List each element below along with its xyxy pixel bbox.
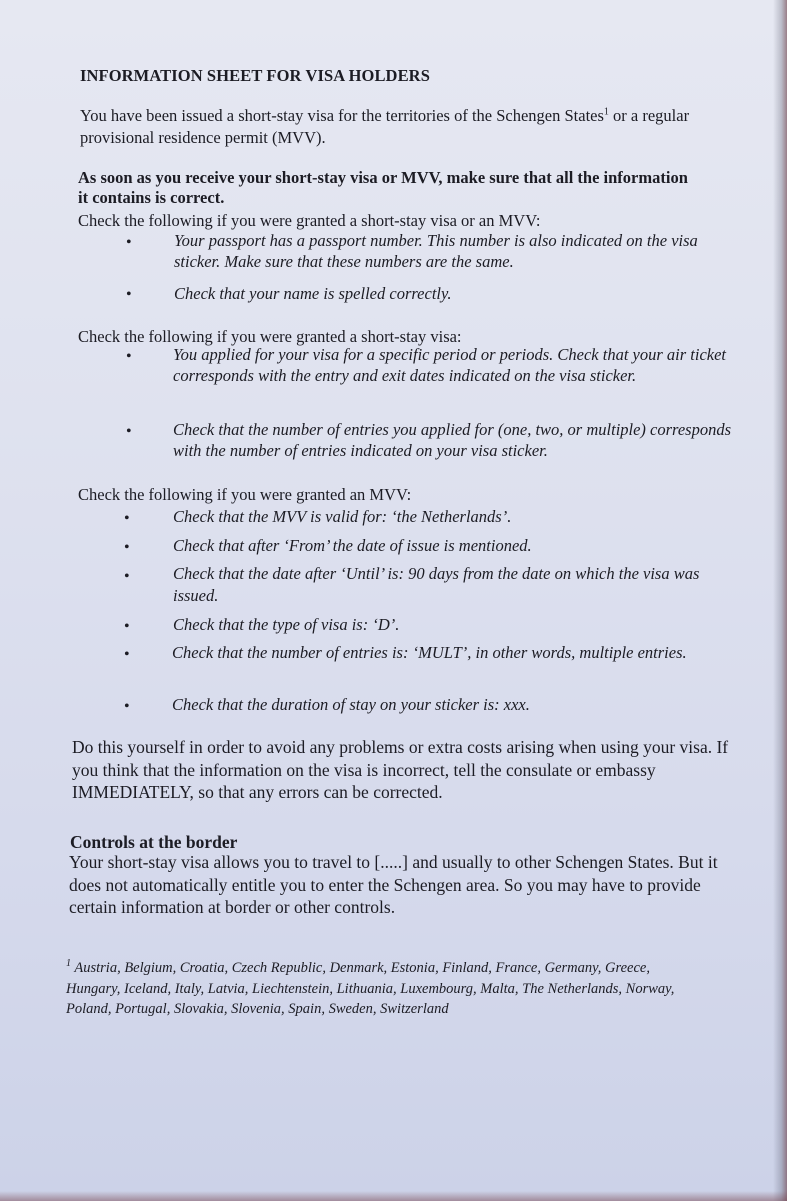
section-visa-heading: Check the following if you were granted a short-stay visa: [78,327,462,346]
advice-emphasis: IMMEDIATELY [72,782,190,802]
bullet-marker: • [126,348,132,365]
advice-text-after: , so that any errors can be corrected. [189,782,443,802]
list-item: Your passport has a passport number. This number is also indicated on the visa sticker. Make sure that these numbers are the same. [174,231,698,271]
paper-bottom-shadow [0,1191,787,1201]
footnote-mark: 1 [66,958,71,970]
bullet-marker: • [126,286,132,303]
bullet-marker: • [124,646,130,663]
advice-paragraph [72,736,732,804]
bullet-marker: • [124,698,130,715]
list-item: Check that the number of entries is: ‘MULT’, in other words, multiple entries. [172,643,687,662]
bullet-marker: • [124,510,130,527]
bullet-marker: • [124,539,130,556]
intro-paragraph [80,105,720,149]
list-item: Check that the number of entries you applied for (one, two, or multiple) corresponds with the number of entries indicated on your visa sticker. [173,420,732,460]
page-title: INFORMATION SHEET FOR VISA HOLDERS [80,66,430,85]
border-heading: Controls at the border [70,832,238,852]
list-item: You applied for your visa for a specific period or periods. Check that your air ticket corresponds with the entry and exit dates indicated on the visa sticker. [173,345,726,385]
list-item: Check that the type of visa is: ‘D’. [173,615,400,634]
bullet-marker: • [124,568,130,585]
list-item: Check that the date after ‘Until’ is: 90 days from the date on which the visa was issued. [173,564,700,605]
list-item: Check that your name is spelled correctly. [174,284,452,303]
section-both-heading: Check the following if you were granted a short-stay visa or an MVV: [78,211,541,230]
warning-paragraph: As soon as you receive your short-stay visa or MVV, make sure that all the information it contains is correct. [78,168,688,207]
bullet-marker: • [126,423,132,440]
footnote-text: Austria, Belgium, Croatia, Czech Republic, Denmark, Estonia, Finland, France, Germany, Greece, Hungary, Iceland, Italy, Latvia, Liechtenstein, Lithuania, Luxembourg, Malta, The Netherlands, Norway, Poland, Portugal, Slovakia, Slovenia, Spain, Sweden, Switzerland [66,960,675,1017]
section-mvv-heading: Check the following if you were granted an MVV: [78,485,412,504]
paper-edge-shadow [773,0,787,1201]
bullet-marker: • [126,234,132,251]
intro-footnote-mark: 1 [603,106,609,118]
intro-text: You have been issued a short-stay visa for the territories of the Schengen States [80,106,604,125]
list-item: Check that the MVV is valid for: ‘the Netherlands’. [173,507,512,526]
list-item: Check that the duration of stay on your sticker is: xxx. [172,695,530,714]
list-item: Check that after ‘From’ the date of issue is mentioned. [173,536,532,555]
advice-text: Do this yourself in order to avoid any problems or extra costs arising when using your visa. If you think that the information on the visa is incorrect, tell the consulate or embassy [72,737,729,780]
bullet-marker: • [124,618,130,635]
border-paragraph: Your short-stay visa allows you to travel to [.....] and usually to other Schengen States. But it does not automatically entitle you to enter the Schengen area. So you may have to provide certain information at border or other controls. [69,852,718,917]
footnote [66,958,706,1020]
intro-text-after: or a regular provisional residence permit (MVV). [80,106,690,147]
